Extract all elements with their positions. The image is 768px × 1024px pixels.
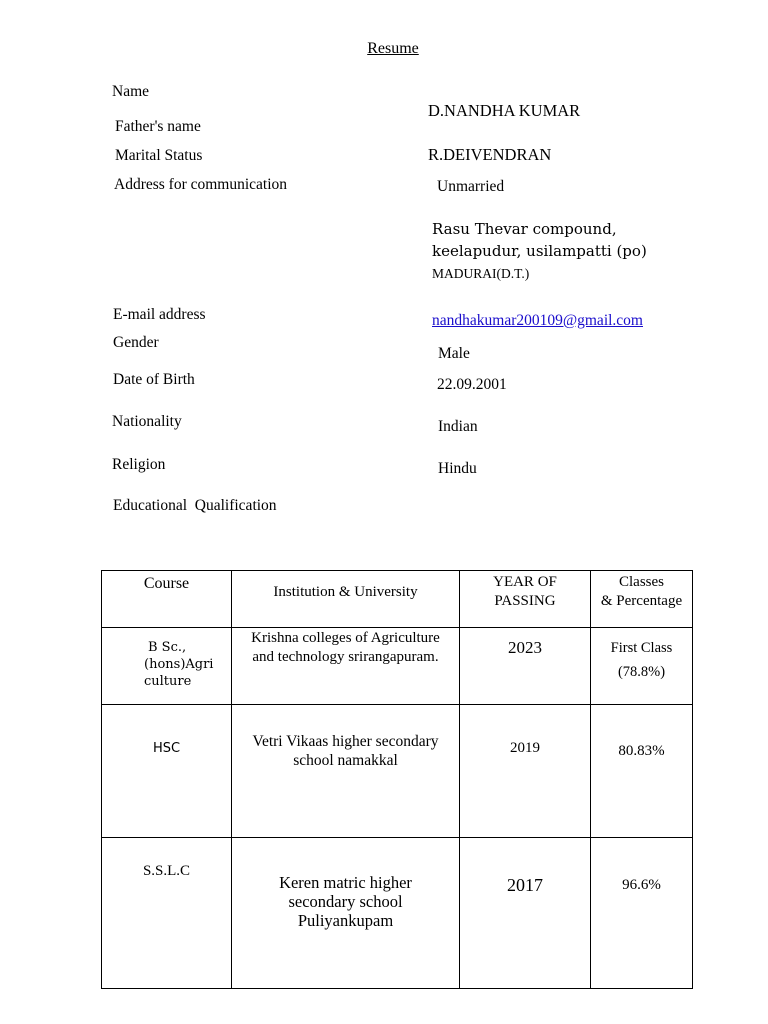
- class-text: 80.83%: [618, 743, 665, 759]
- religion-label: Religion: [112, 456, 166, 473]
- year-cell: [460, 628, 591, 705]
- father-name-value: R.DEIVENDRAN: [428, 145, 552, 164]
- header-year: [460, 571, 591, 628]
- education-heading: Educational Qualification: [113, 497, 277, 514]
- institution-line-1: Vetri Vikaas higher secondary: [252, 733, 439, 750]
- course-line-3: culture: [144, 674, 192, 689]
- class-text: 96.6%: [622, 877, 661, 893]
- year-cell: [460, 705, 591, 838]
- header-year-line-1: YEAR OF: [493, 574, 557, 590]
- table-row: [102, 628, 693, 705]
- header-institution: [232, 571, 460, 628]
- address-line-2: keelapudur, usilampatti (po): [432, 242, 647, 260]
- institution-line-1: Keren matric higher: [279, 873, 412, 892]
- year-cell: [460, 838, 591, 989]
- table-header-row: [102, 571, 693, 628]
- education-table: [101, 570, 693, 989]
- gender-value: Male: [438, 345, 470, 362]
- institution-line-2: secondary school: [288, 892, 403, 911]
- course-cell: [102, 838, 232, 989]
- table-row: [102, 838, 693, 989]
- institution-line-2: school namakkal: [293, 752, 398, 769]
- institution-cell: [232, 628, 460, 705]
- header-course: [102, 571, 232, 628]
- institution-line-3: Puliyankupam: [297, 911, 394, 930]
- email-link[interactable]: nandhakumar200109@gmail.com: [432, 312, 643, 329]
- header-classes-line-1: Classes: [619, 574, 664, 590]
- class-line-2: (78.8%): [617, 664, 666, 680]
- class-cell: [591, 838, 693, 989]
- course-text: S.S.L.C: [142, 863, 191, 879]
- nationality-value: Indian: [438, 418, 478, 435]
- institution-line-2: and technology srirangapuram.: [252, 649, 439, 665]
- header-institution-text: Institution & University: [273, 584, 418, 600]
- course-line-2: (hons)Agri: [144, 657, 214, 672]
- nationality-label: Nationality: [112, 413, 182, 430]
- dob-value: 22.09.2001: [437, 376, 507, 393]
- header-course-text: Course: [143, 575, 190, 592]
- year-text: 2023: [508, 638, 542, 657]
- email-label: E-mail address: [113, 306, 206, 323]
- address-label: Address for communication: [114, 176, 288, 193]
- religion-value: Hindu: [438, 460, 477, 477]
- class-cell: [591, 705, 693, 838]
- year-text: 2019: [510, 740, 540, 756]
- institution-line-1: Krishna colleges of Agriculture: [251, 630, 440, 646]
- course-cell: [102, 628, 232, 705]
- header-year-line-2: PASSING: [494, 593, 556, 609]
- marital-status-label: Marital Status: [115, 147, 203, 164]
- course-text: HSC: [152, 741, 181, 756]
- course-cell: [102, 705, 232, 838]
- gender-label: Gender: [113, 334, 159, 351]
- institution-cell: [232, 838, 460, 989]
- class-line-1: First Class: [610, 640, 673, 656]
- course-line-1: B Sc.,: [148, 640, 187, 655]
- year-text: 2017: [507, 875, 543, 895]
- marital-status-value: Unmarried: [437, 178, 505, 195]
- father-name-label: Father's name: [115, 118, 201, 135]
- name-label: Name: [112, 83, 150, 100]
- table-row: [102, 705, 693, 838]
- header-classes-line-2: & Percentage: [600, 593, 683, 609]
- institution-cell: [232, 705, 460, 838]
- dob-label: Date of Birth: [113, 371, 195, 388]
- class-cell: [591, 628, 693, 705]
- address-line-1: Rasu Thevar compound,: [432, 220, 617, 238]
- address-line-3: MADURAI(D.T.): [432, 266, 530, 281]
- page-title: Resume: [367, 40, 419, 57]
- header-classes: [591, 571, 693, 628]
- name-value: D.NANDHA KUMAR: [428, 101, 581, 120]
